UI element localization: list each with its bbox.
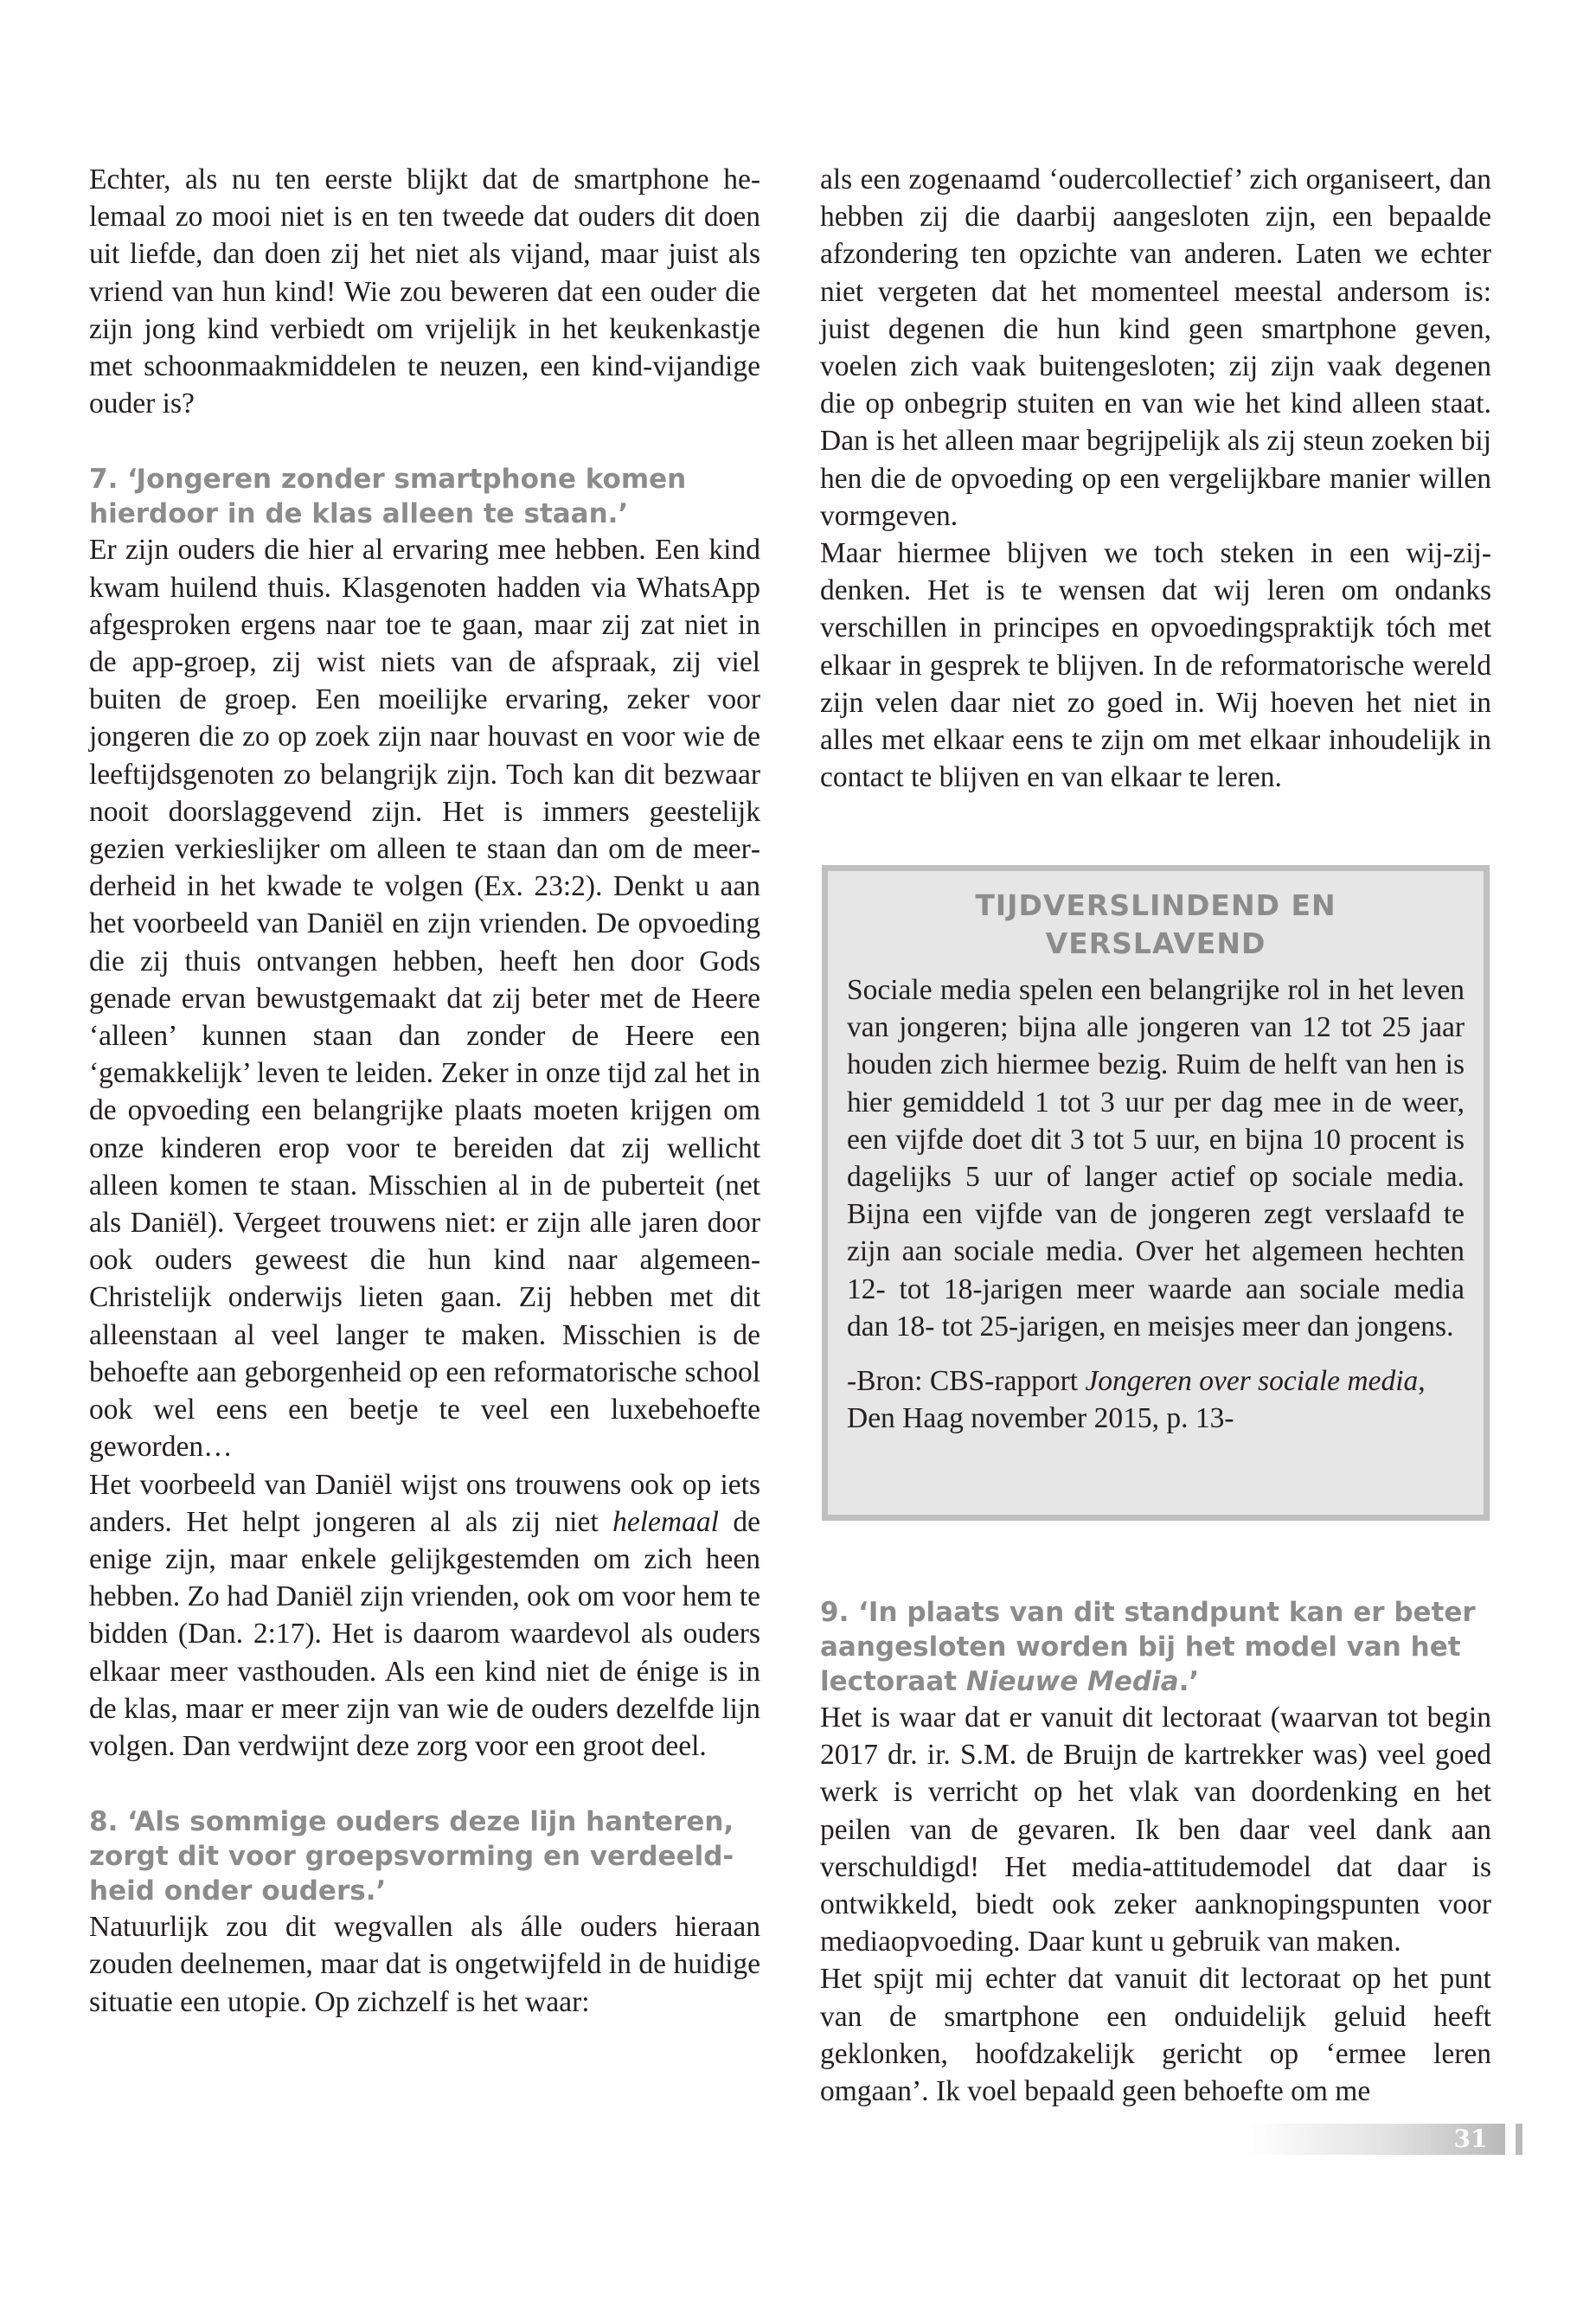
question-9-heading (820, 1595, 1491, 1699)
sidebar-title-line-2: VERSLAVEND (1045, 926, 1266, 960)
right-paragraph-2: Maar hiermee blijven we toch steken in een wij-zij-denken. Het is te wensen dat wij leren om ondanks verschillen in principes en opvoedingspraktijk tóch met elkaar in gesprek te blijven. In de reformatorische wereld zijn velen daar niet zo goed in. Wij hoeven het niet in alles met elkaar eens te zijn om met elkaar inhoudelijk in contact te blijven en van elkaar te leren. (820, 537, 1491, 794)
right-column-lower (820, 1555, 1491, 2110)
right-paragraph-1: als een zogenaamd ‘oudercollectief’ zich organiseert, dan hebben zij die daarbij aangesloten zijn, een bepaalde afzondering ten opzichte van anderen. Laten we echter niet vergeten dat het momenteel meestal andersom is: juist degenen die hun kind geen smartphone geven, voelen zich vaak buitengesloten; zij zijn vaak degenen die op onbegrip stuiten en van wie het kind alleen staat. Dan is het alleen maar begrijpelijk als zij steun zoeken bij hen die de opvoeding op een vergelijkbare manier willen vormgeven. (820, 163, 1491, 532)
intro-paragraph: Echter, als nu ten eerste blijkt dat de smartphone helemaal zo mooi niet is en ten tweede dat ouders dit doen uit liefde, dan doen zij het niet als vijand, maar juist als vriend van hun kind! Wie zou beweren dat een ouder die zijn jong kind verbiedt om vrijelijk in het keukenkastje met schoonmaakmiddelen te neuzen, een kind-vijandige ouder is? (89, 163, 760, 420)
page-number-tick (1516, 2124, 1522, 2155)
question-9-text-after: .’ (1178, 1666, 1200, 1697)
sidebar-title-line-1: TIJDVERSLINDEND EN (975, 888, 1336, 922)
question-7-heading (89, 462, 760, 531)
question-7-number: 7. (89, 464, 119, 496)
question-8-text: ‘Als sommige ouders deze lijn hanteren, zorgt dit voor groepsvorming en verdeeldheid onder ouders.’ (89, 1806, 734, 1907)
question-7-text: ‘Jongeren zonder smartphone komen hierdoor in de klas alleen te staan.’ (89, 464, 687, 530)
question-9-paragraph-2: Het spijt mij echter dat vanuit dit lectoraat op het punt van de smartphone een onduidelijk geluid heeft geklonken, hoofdzakelijk gericht op ‘ermee leren omgaan’. Ik voel bepaald geen behoefte om me (820, 1963, 1491, 2108)
question-9-text-before: ‘In plaats van dit standpunt kan er beter aangesloten worden bij het model van het lectoraat (820, 1597, 1476, 1697)
question-8-number: 8. (89, 1806, 119, 1838)
question-9-paragraph-1: Het is waar dat er vanuit dit lectoraat (waarvan tot begin 2017 dr. ir. S.M. de Bruijn de kartrekker was) veel goed werk is verricht op het vlak van doordenking en het peilen van de gevaren. Ik ben daar veel dank aan verschuldigd! Het media-attitudemodel dat daar is ontwikkeld, biedt ook zeker aanknopingspunten voor mediaopvoeding. Daar kunt u gebruik van maken. (820, 1702, 1491, 1958)
q7-p2-before: Het voorbeeld van Daniël wijst ons trouwens ook op iets anders. Het helpt jongeren al als zij niet (89, 1468, 760, 1538)
question-9-text-emphasis: Nieuwe Media (965, 1666, 1179, 1697)
left-column (89, 161, 760, 2021)
sidebar-source-prefix: -Bron: CBS-rapport (847, 1365, 1086, 1398)
q7-p2-emphasis: helemaal (612, 1505, 719, 1538)
sidebar-body: Sociale media spelen een belangrijke rol in het leven van jongeren; bijna alle jongeren van 12 tot 25 jaar houden zich hiermee bezig. Ruim de helft van hen is hier gemiddeld 1 tot 3 uur per dag mee in de weer, een vijfde doet dit 3 tot 5 uur, en bijna 10 procent is dagelijks 5 uur of langer actief op sociale media. Bijna een vijfde van de jongeren zegt verslaafd te zijn aan sociale media. Over het algemeen hechten 12- tot 18-jarigen meer waarde aan sociale media dan 18- tot 25-jarigen, en meisjes meer dan jongens. (847, 974, 1465, 1343)
question-7-paragraph-1: Er zijn ouders die hier al ervaring mee hebben. Een kind kwam huilend thuis. Klasgenoten hadden via WhatsApp afgesproken ergens naar toe te gaan, maar zij zat niet in de app-groep, zij wist niets van de afspraak, zij viel buiten de groep. Een moeilijke ervaring, zeker voor jongeren die zo op zoek zijn naar houvast en voor wie de leeftijdsgenoten zo belangrijk zijn. Toch kan dit bezwaar nooit doorslaggevend zijn. Het is immers geestelijk gezien verkieslijker om alleen te staan dan om de meerderheid in het kwade te volgen (Ex. 23:2). Denkt u aan het voorbeeld van Daniël en zijn vrienden. De opvoeding die zij thuis ontvangen hebben, heeft hen door Gods genade ervan bewustgemaakt dat zij beter met de Heere ‘alleen’ kunnen staan dan zonder de Heere een ‘gemakkelijk’ leven te leiden. Zeker in onze tijd zal het in de opvoeding een belangrijke plaats moeten krijgen om onze kinderen erop voor te bereiden dat zij wellicht alleen komen te staan. Misschien al in de puberteit (net als Daniël). Vergeet trouwens niet: er zijn alle jaren door ook ouders geweest die hun kind naar algemeen-Christelijk onderwijs lieten gaan. Zij hebben met dit alleenstaan al veel langer te maken. Misschien is de behoefte aan geborgenheid op een reformatorische school ook wel eens een beetje te veel een luxebehoefte geworden… (89, 534, 760, 1464)
sidebar-source-suffix: , Den Haag november 2015, p. 13- (847, 1365, 1426, 1435)
sidebar-title (847, 887, 1465, 963)
page-number: 31 (1453, 2125, 1488, 2153)
sidebar-box (822, 865, 1490, 1521)
sidebar-source (847, 1362, 1465, 1437)
question-8-paragraph: Natuurlijk zou dit wegvallen als álle ouders hieraan zouden deelnemen, maar dat is ongetwijfeld in de huidige situatie een utopie. Op zichzelf is het waar: (89, 1911, 760, 2018)
sidebar-source-title: Jongeren over sociale media (1085, 1365, 1419, 1398)
right-column (820, 161, 1491, 796)
q7-p2-after: de enige zijn, maar enkele gelijkgestemden om zich heen hebben. Zo had Daniël zijn vrienden, ook om voor hem te bidden (Dan. 2:17). Het is daarom waardevol als ouders elkaar meer vasthouden. Als een kind niet de énige is in de klas, maar er meer zijn van wie de ouders dezelfde lijn volgen. Dan verdwijnt deze zorg voor een groot deel. (89, 1505, 760, 1762)
question-8-heading (89, 1804, 760, 1908)
question-7-paragraph-2 (89, 1466, 760, 1766)
question-9-number: 9. (820, 1597, 849, 1628)
